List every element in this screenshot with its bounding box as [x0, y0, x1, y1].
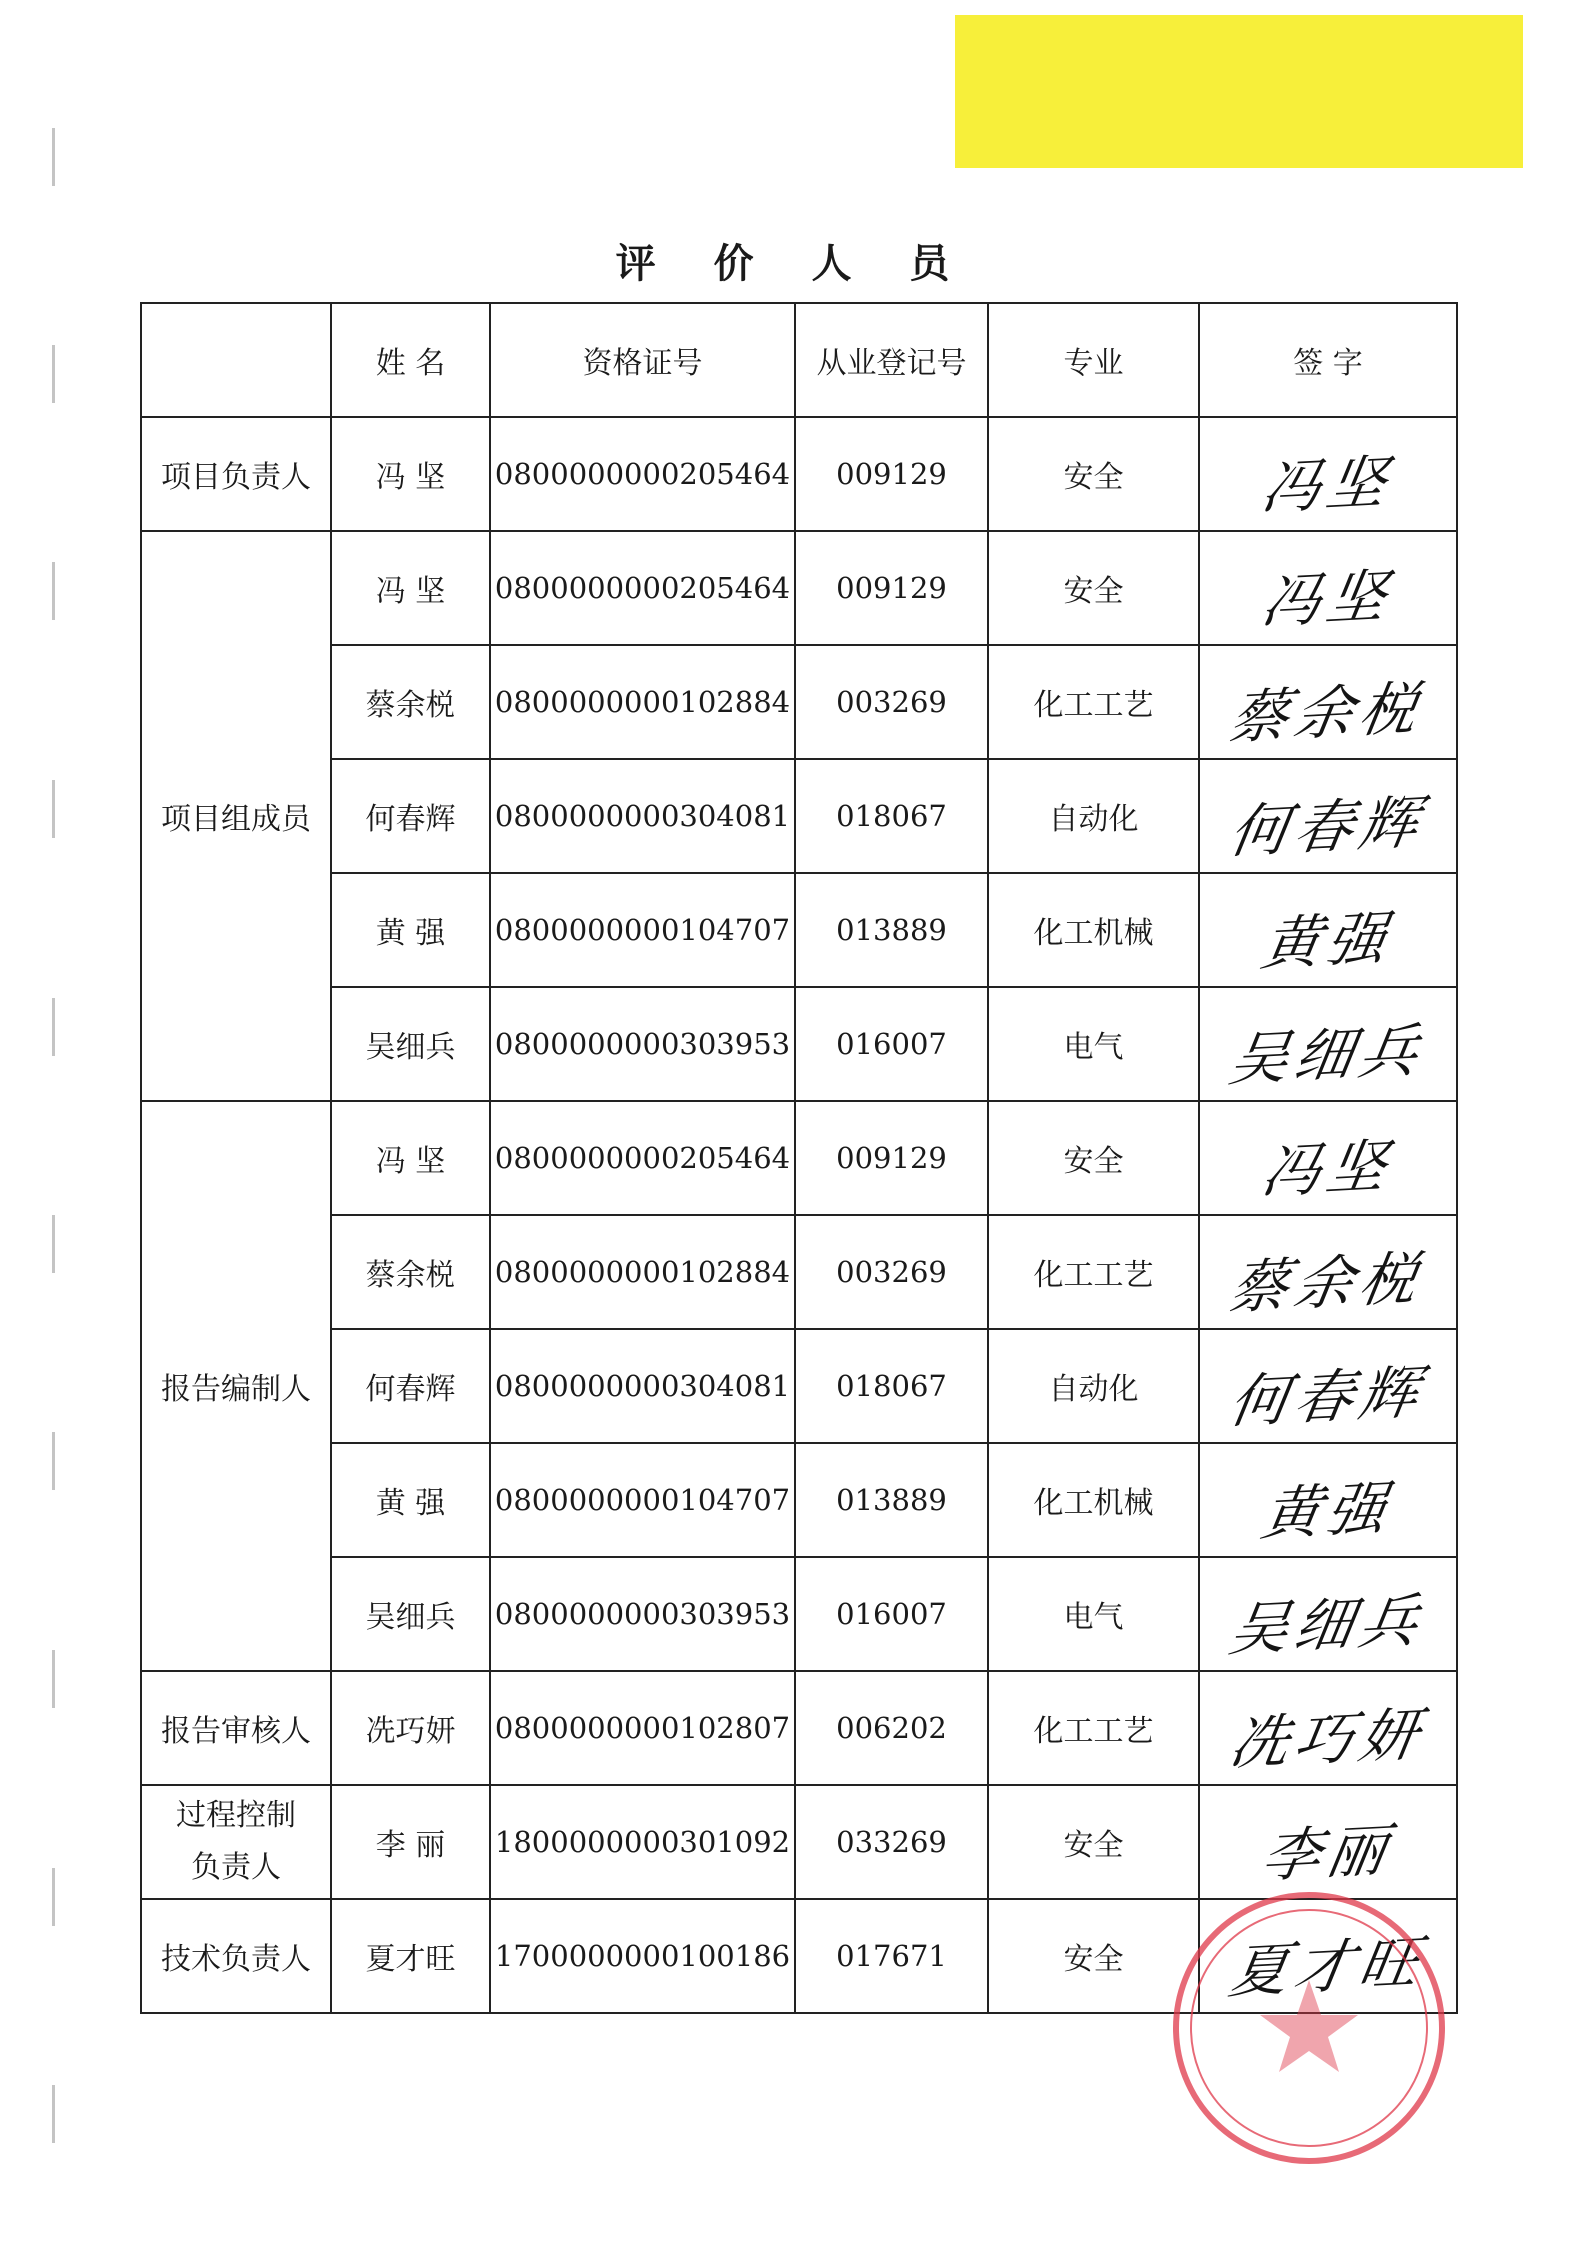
- registration-number-cell: 009129: [795, 531, 988, 645]
- scan-edge-mark: [52, 780, 55, 838]
- signature-cell: [1199, 417, 1457, 531]
- major-cell: 电气: [988, 987, 1199, 1101]
- signature-cell: [1199, 1899, 1457, 2013]
- role-line: 过程控制: [176, 1798, 296, 1833]
- cert-number-cell: 0800000000205464: [490, 417, 795, 531]
- major-cell: 化工工艺: [988, 645, 1199, 759]
- table-row: [141, 1899, 1457, 2013]
- name-cell: 李 丽: [331, 1785, 490, 1899]
- name-cell: 何春辉: [331, 1329, 490, 1443]
- registration-number-cell: 016007: [795, 987, 988, 1101]
- table-row: [141, 417, 1457, 531]
- major-cell: 安全: [988, 1101, 1199, 1215]
- handwritten-signature: [1200, 1558, 1456, 1670]
- major-cell: 化工机械: [988, 873, 1199, 987]
- handwritten-signature: [1200, 1330, 1456, 1442]
- signature-cell: [1199, 1785, 1457, 1899]
- handwritten-signature: [1200, 418, 1456, 530]
- cert-number-cell: 0800000000102884: [490, 645, 795, 759]
- major-cell: 化工机械: [988, 1443, 1199, 1557]
- major-cell: 自动化: [988, 1329, 1199, 1443]
- handwritten-signature: [1200, 646, 1456, 758]
- signature-text: 冯坚: [1257, 447, 1398, 523]
- header-cell-reg: 从业登记号: [795, 303, 988, 417]
- table-row: [141, 759, 1457, 873]
- major-cell: 电气: [988, 1557, 1199, 1671]
- header-cell-name: 姓 名: [331, 303, 490, 417]
- cert-number-cell: 1800000000301092: [490, 1785, 795, 1899]
- name-cell: 冯 坚: [331, 531, 490, 645]
- header-cell-cert: 资格证号: [490, 303, 795, 417]
- registration-number-cell: 033269: [795, 1785, 988, 1899]
- signature-cell: [1199, 1329, 1457, 1443]
- table-row: [141, 1329, 1457, 1443]
- personnel-table: [140, 302, 1458, 2014]
- table-row: [141, 645, 1457, 759]
- signature-cell: [1199, 1671, 1457, 1785]
- signature-cell: [1199, 1557, 1457, 1671]
- cert-number-cell: 0800000000205464: [490, 1101, 795, 1215]
- scan-edge-mark: [52, 345, 55, 403]
- handwritten-signature: [1200, 988, 1456, 1100]
- major-cell: 化工工艺: [988, 1215, 1199, 1329]
- name-cell: 冯 坚: [331, 1101, 490, 1215]
- cert-number-cell: 0800000000102807: [490, 1671, 795, 1785]
- signature-text: 冼巧妍: [1224, 1700, 1430, 1778]
- registration-number-cell: 013889: [795, 873, 988, 987]
- registration-number-cell: 006202: [795, 1671, 988, 1785]
- name-cell: 吴细兵: [331, 987, 490, 1101]
- cert-number-cell: 0800000000304081: [490, 759, 795, 873]
- signature-cell: [1199, 873, 1457, 987]
- registration-number-cell: 018067: [795, 1329, 988, 1443]
- signature-cell: [1199, 1443, 1457, 1557]
- cert-number-cell: 0800000000104707: [490, 1443, 795, 1557]
- name-cell: 蔡余棁: [331, 645, 490, 759]
- handwritten-signature: [1200, 760, 1456, 872]
- major-cell: 安全: [988, 1899, 1199, 2013]
- handwritten-signature: [1200, 532, 1456, 644]
- signature-text: 冯坚: [1257, 561, 1398, 637]
- name-cell: 黄 强: [331, 1443, 490, 1557]
- signature-text: 黄强: [1257, 903, 1398, 979]
- registration-number-cell: 003269: [795, 645, 988, 759]
- signature-cell: [1199, 759, 1457, 873]
- signature-cell: [1199, 531, 1457, 645]
- page-title: 评 价 人 员: [615, 241, 972, 287]
- cert-number-cell: 0800000000205464: [490, 531, 795, 645]
- name-cell: 黄 强: [331, 873, 490, 987]
- signature-text: 夏才旺: [1224, 1928, 1430, 2006]
- header-cell-major: 专业: [988, 303, 1199, 417]
- handwritten-signature: [1200, 1786, 1456, 1898]
- table-row: [141, 873, 1457, 987]
- registration-number-cell: 009129: [795, 1101, 988, 1215]
- handwritten-signature: [1200, 1672, 1456, 1784]
- scan-edge-mark: [52, 128, 55, 186]
- table-row: [141, 1443, 1457, 1557]
- header-cell-role: [141, 303, 331, 417]
- table-row: [141, 1215, 1457, 1329]
- registration-number-cell: 017671: [795, 1899, 988, 2013]
- cert-number-cell: 1700000000100186: [490, 1899, 795, 2013]
- name-cell: 蔡余棁: [331, 1215, 490, 1329]
- signature-text: 吴细兵: [1224, 1586, 1430, 1664]
- scan-edge-mark: [52, 562, 55, 620]
- scan-edge-mark: [52, 998, 55, 1056]
- table-row: [141, 1557, 1457, 1671]
- name-cell: 何春辉: [331, 759, 490, 873]
- role-cell: 项目负责人: [141, 417, 331, 531]
- signature-text: 李丽: [1257, 1815, 1398, 1891]
- header-cell-signature: 签 字: [1199, 303, 1457, 417]
- cert-number-cell: 0800000000104707: [490, 873, 795, 987]
- registration-number-cell: 016007: [795, 1557, 988, 1671]
- signature-cell: [1199, 645, 1457, 759]
- signature-text: 何春辉: [1224, 788, 1430, 866]
- signature-text: 吴细兵: [1224, 1016, 1430, 1094]
- major-cell: 自动化: [988, 759, 1199, 873]
- name-cell: 冯 坚: [331, 417, 490, 531]
- name-cell: 夏才旺: [331, 1899, 490, 2013]
- scan-edge-mark: [52, 1432, 55, 1490]
- table-row: [141, 531, 1457, 645]
- role-cell: 技术负责人: [141, 1899, 331, 2013]
- signature-cell: [1199, 987, 1457, 1101]
- scan-edge-mark: [52, 1868, 55, 1926]
- major-cell: 化工工艺: [988, 1671, 1199, 1785]
- signature-text: 何春辉: [1224, 1358, 1430, 1436]
- registration-number-cell: 013889: [795, 1443, 988, 1557]
- table-row: [141, 987, 1457, 1101]
- signature-cell: [1199, 1215, 1457, 1329]
- signature-text: 冯坚: [1257, 1131, 1398, 1207]
- table-row: [141, 1671, 1457, 1785]
- registration-number-cell: 009129: [795, 417, 988, 531]
- name-cell: 吴细兵: [331, 1557, 490, 1671]
- major-cell: 安全: [988, 417, 1199, 531]
- handwritten-signature: [1200, 874, 1456, 986]
- registration-number-cell: 003269: [795, 1215, 988, 1329]
- scan-edge-mark: [52, 2085, 55, 2143]
- table-row: [141, 1785, 1457, 1899]
- cert-number-cell: 0800000000304081: [490, 1329, 795, 1443]
- role-cell: 报告审核人: [141, 1671, 331, 1785]
- signature-cell: [1199, 1101, 1457, 1215]
- scan-edge-mark: [52, 1215, 55, 1273]
- registration-number-cell: 018067: [795, 759, 988, 873]
- cert-number-cell: 0800000000303953: [490, 1557, 795, 1671]
- major-cell: 安全: [988, 531, 1199, 645]
- handwritten-signature: [1200, 1900, 1456, 2012]
- sticky-note: [955, 15, 1523, 168]
- major-cell: 安全: [988, 1785, 1199, 1899]
- table-row: [141, 1101, 1457, 1215]
- role-cell: [141, 1785, 331, 1899]
- role-line: 负责人: [191, 1850, 281, 1885]
- signature-text: 蔡余棁: [1224, 674, 1430, 752]
- table-header-row: [141, 303, 1457, 417]
- handwritten-signature: [1200, 1216, 1456, 1328]
- handwritten-signature: [1200, 1102, 1456, 1214]
- role-cell: 报告编制人: [141, 1101, 331, 1671]
- signature-text: 蔡余棁: [1224, 1244, 1430, 1322]
- role-cell: 项目组成员: [141, 531, 331, 1101]
- handwritten-signature: [1200, 1444, 1456, 1556]
- signature-text: 黄强: [1257, 1473, 1398, 1549]
- cert-number-cell: 0800000000102884: [490, 1215, 795, 1329]
- scan-edge-mark: [52, 1650, 55, 1708]
- name-cell: 冼巧妍: [331, 1671, 490, 1785]
- cert-number-cell: 0800000000303953: [490, 987, 795, 1101]
